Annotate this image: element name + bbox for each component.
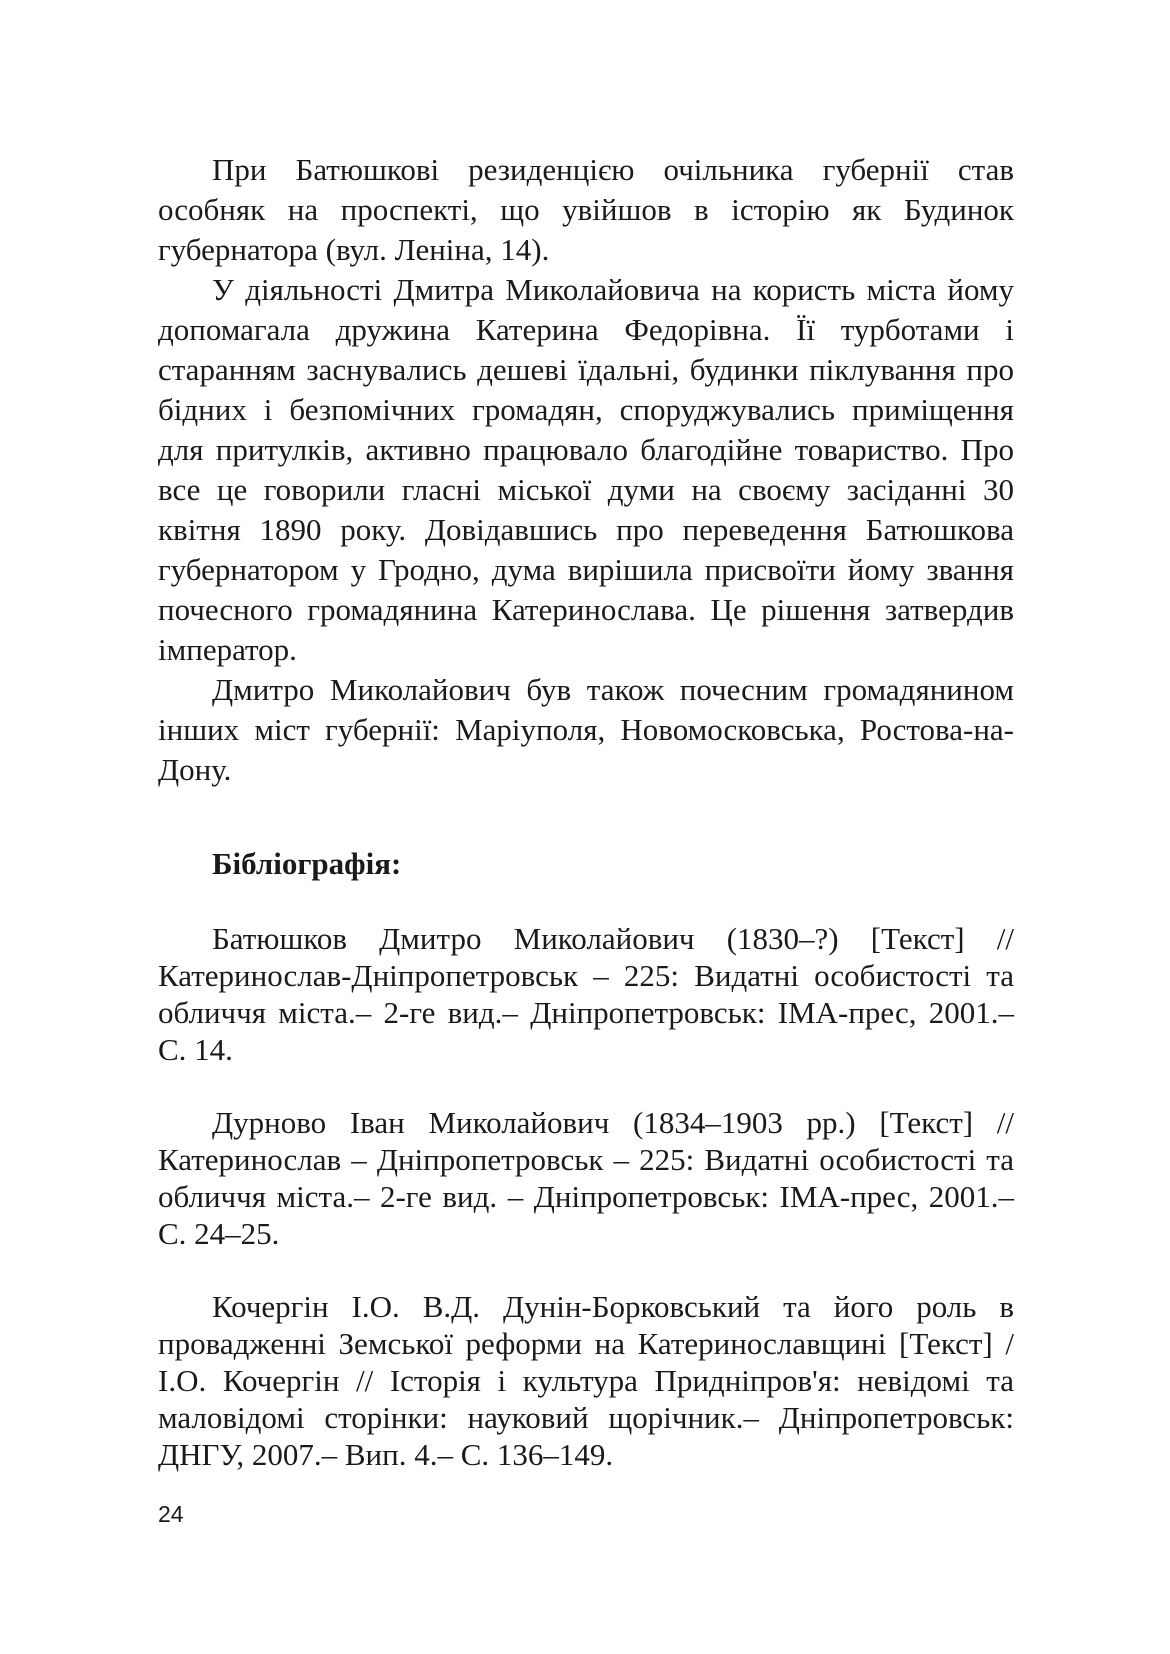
page-content [158,150,1014,1509]
bibliography-heading: Бібліографія: [212,846,402,881]
bibliography-entry: Кочергін І.О. В.Д. Дунін-Борковський та його роль в провадженні Земської реформи на Катеринославщині [Текст] / І.О. Кочергін // Історія і культура Придніпров'я: невідомі та маловідомі сторінки: науковий щорічник.– Дніпропетровськ: ДНГУ, 2007.– Вип. 4.– С. 136–149. [158,1289,1014,1472]
body-paragraph: При Батюшкові резиденцією очільника губернії став особняк на проспекті, що увійшов в історію як Будинок губернатора (вул. Леніна, 14). [158,152,1014,267]
bibliography-list [158,920,1014,1473]
body-paragraph: У діяльності Дмитра Миколайовича на користь міста йому допомагала дружина Катерина Федорівна. Її турботами і старанням заснувались дешеві їдальні, будинки піклування про бідних і безпомічних громадян, споруджувались приміщення для притулків, активно працювало благодійне товариство. Про все це говорили гласні міської думи на своєму засіданні 30 квітня 1890 року. Довідавшись про переведення Батюшкова губернатором у Гродно, дума вирішила присвоїти йому звання почесного громадянина Катеринослава. Це рішення затвердив імператор. [158,272,1014,667]
page-number: 24 [158,1501,184,1527]
body-paragraph: Дмитро Миколайович був також почесним громадянином інших міст губернії: Маріуполя, Новомосковська, Ростова-на-Дону. [158,672,1014,787]
bibliography-entry: Дурново Іван Миколайович (1834–1903 рр.) [Текст] // Катеринослав – Дніпропетровськ – 225: Видатні особистості та обличчя міста.– 2-ге вид. – Дніпропетровськ: ІМА-прес, 2001.– С. 24–25. [158,1105,1014,1251]
bibliography-entry: Батюшков Дмитро Миколайович (1830–?) [Текст] // Катеринослав-Дніпропетровськ – 225: Видатні особистості та обличчя міста.– 2-ге вид.– Дніпропетровськ: ІМА-прес, 2001.– С. 14. [158,921,1014,1067]
